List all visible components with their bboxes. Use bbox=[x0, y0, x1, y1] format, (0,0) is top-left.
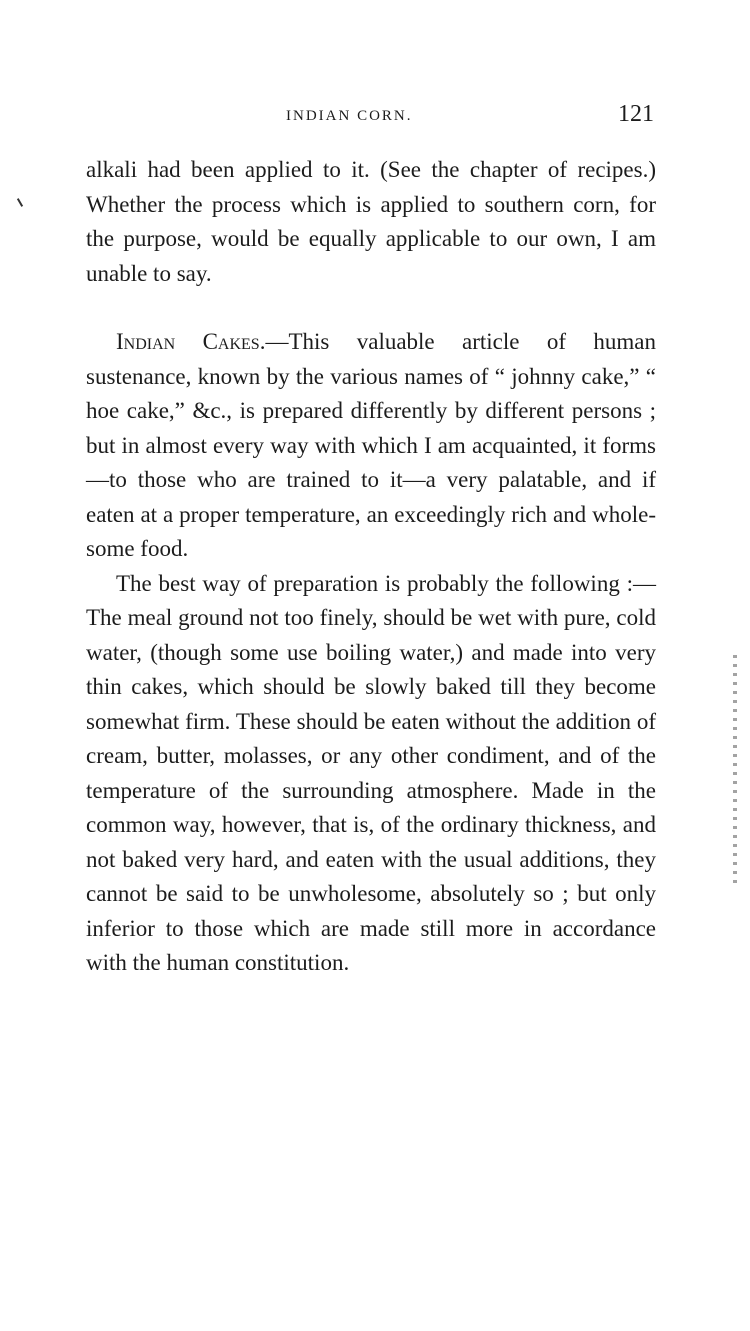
page-number: 121 bbox=[618, 101, 654, 127]
scan-edge-marks bbox=[733, 655, 737, 885]
paragraph-text: —This valuable article of human sustenance, known by the various names of “ johnny cake,” “ hoe cake,” &c., is prepared differently by different persons ; but in almost every way with which I am acquainted, it forms—to those who are trained to it—a very palatable, and if eaten at a proper temperature, an exceedingly rich and whole-some food. bbox=[86, 329, 657, 561]
paragraph-preparation: The best way of preparation is probably the following :—The meal ground not too finely, should be wet with pure, cold water, (though some use boiling water,) and made into very thin cakes, which should be slowly baked till they become somewhat firm. These should be eaten without the addition of cream, butter, molasses, or any other condiment, and of the temperature of the surrounding atmosphere. Made in the common way, however, that is, of the ordinary thickness, and not baked very hard, and eaten with the usual additions, they cannot be said to be unwholesome, absolutely so ; but only inferior to those which are made still more in accordance with the human constitution. bbox=[86, 570, 656, 975]
section-heading: Indian Cakes. bbox=[116, 329, 266, 354]
body-text bbox=[86, 153, 656, 981]
running-head bbox=[86, 103, 656, 133]
paragraph-indian-cakes bbox=[86, 325, 656, 567]
running-title: INDIAN CORN. bbox=[286, 108, 413, 124]
margin-mark bbox=[17, 198, 23, 207]
paragraph-continuation: alkali had been applied to it. (See the chapter of recipes.) Whether the process which is applied to southern corn, for the purpose, would be equally applicable to our own, I am unable to say. bbox=[86, 157, 656, 286]
